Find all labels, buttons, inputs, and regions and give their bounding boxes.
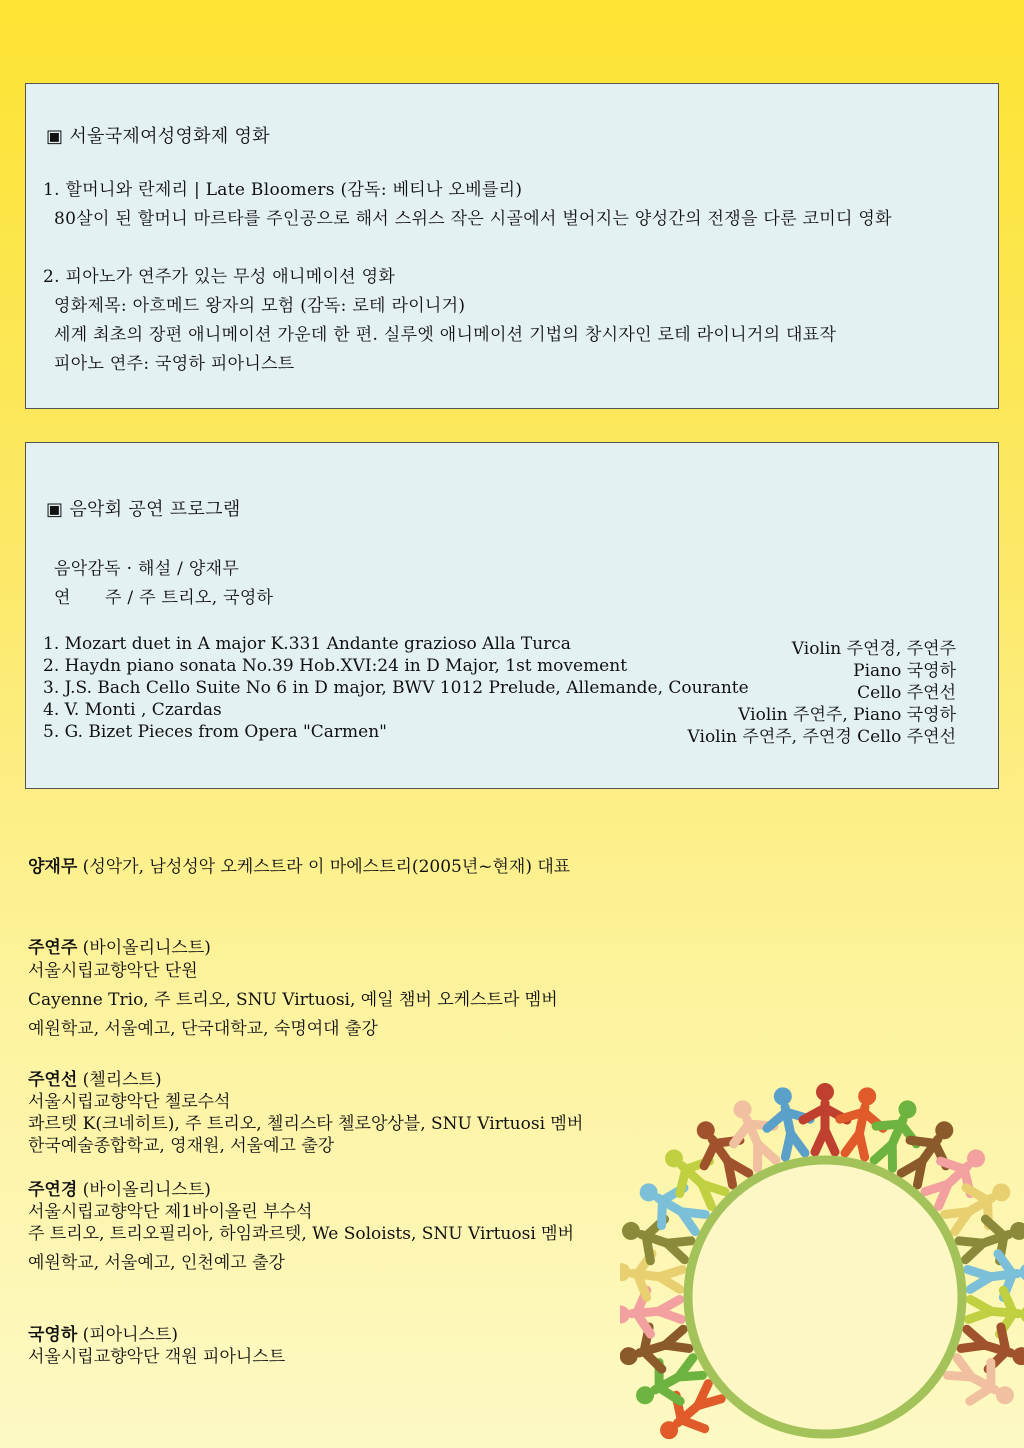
- bio-gukyeongha-name: 국영하: [28, 1325, 78, 1345]
- program-row: [43, 656, 956, 681]
- person-figure: [620, 1288, 682, 1338]
- program-players: Cello 주연선: [857, 683, 956, 703]
- program-piece: 1. Mozart duet in A major K.331 Andante grazioso Alla Turca: [43, 634, 571, 654]
- bio-juyeonseon-line: 서울시립교향악단 첼로수석: [28, 1092, 231, 1112]
- program-players: Violin 주연경, 주연주: [791, 639, 956, 659]
- bio-juyeonju-heading: [28, 933, 211, 958]
- bio-gukyeongha-role: (피아니스트): [77, 1325, 179, 1345]
- person-figure: [966, 1249, 1024, 1301]
- film-item-1-desc: 80살이 된 할머니 마르타를 주인공으로 해서 스위스 작은 시골에서 벌어지는 양성간의 전쟁을 다룬 코미디 영화: [54, 209, 892, 229]
- bio-juyeonju-line: Cayenne Trio, 주 트리오, SNU Virtuosi, 예일 챔버 오케스트라 멤버: [28, 990, 558, 1010]
- person-figure: [942, 1347, 1024, 1419]
- film-section-heading: ▣ 서울국제여성영화제 영화: [46, 126, 270, 147]
- bio-juyeongyeong-line: 주 트리오, 트리오필리아, 하임콰르텟, We Soloists, SNU Virtuosi 멤버: [28, 1224, 575, 1244]
- film-section-box: [25, 83, 999, 409]
- bio-yang-desc: (성악가, 남성성악 오케스트라 이 마에스트리(2005년~현재) 대표: [77, 857, 571, 877]
- program-piece: 4. V. Monti , Czardas: [43, 700, 222, 720]
- bio-juyeongyeong-line: 예원학교, 서울예고, 인천예고 출강: [28, 1253, 285, 1273]
- people-circle-illustration: [620, 1035, 1024, 1448]
- bio-juyeonju-name: 주연주: [28, 938, 78, 958]
- bio-juyeonju-line: 서울시립교향악단 단원: [28, 961, 198, 981]
- bio-juyeongyeong-name: 주연경: [28, 1180, 78, 1200]
- film-item-1-title: 1. 할머니와 란제리 | Late Bloomers (감독: 베티나 오베를리): [43, 180, 523, 200]
- film-item-2-film: 영화제목: 아흐메드 왕자의 모험 (감독: 로테 라이니거): [54, 296, 466, 316]
- program-piece: 2. Haydn piano sonata No.39 Hob.XVI:24 in D Major, 1st movement: [43, 656, 628, 676]
- bio-juyeongyeong-line: 서울시립교향악단 제1바이올린 부수석: [28, 1202, 313, 1222]
- program-row: [43, 634, 956, 659]
- film-item-2-title: 2. 피아노가 연주가 있는 무성 애니메이션 영화: [43, 267, 396, 287]
- bio-gukyeongha-line: 서울시립교향악단 객원 피아니스트: [28, 1347, 286, 1367]
- ring-circle: [688, 1160, 962, 1434]
- bio-juyeonju-role: (바이올리니스트): [77, 938, 211, 958]
- concert-section-heading: ▣ 음악회 공연 프로그램: [46, 499, 241, 520]
- program-piece: 3. J.S. Bach Cello Suite No 6 in D major, BWV 1012 Prelude, Allemande, Courante: [43, 678, 749, 698]
- program-piece: 5. G. Bizet Pieces from Opera "Carmen": [43, 722, 387, 742]
- bio-juyeonseon-name: 주연선: [28, 1070, 78, 1090]
- bio-juyeonseon-line: 콰르텟 K(크네히트), 주 트리오, 첼리스타 첼로앙상블, SNU Virtuosi 멤버: [28, 1114, 584, 1134]
- bio-yang: [28, 852, 570, 877]
- bio-juyeongyeong-role: (바이올리니스트): [77, 1180, 211, 1200]
- program-row: [43, 700, 956, 725]
- bio-juyeonju-line: 예원학교, 서울예고, 단국대학교, 숙명여대 출강: [28, 1019, 378, 1039]
- bio-yang-name: 양재무: [28, 857, 78, 877]
- film-item-2-piano: 피아노 연주: 국영하 피아니스트: [54, 354, 295, 374]
- program-row: [43, 678, 956, 703]
- bio-juyeonseon-line: 한국예술종합학교, 영재원, 서울예고 출강: [28, 1136, 335, 1156]
- program-players: Violin 주연주, Piano 국영하: [738, 705, 956, 725]
- program-row: [43, 722, 956, 747]
- program-players: Violin 주연주, 주연경 Cello 주연선: [687, 727, 956, 747]
- concert-performers: 연 주 / 주 트리오, 국영하: [54, 588, 274, 608]
- program-players: Piano 국영하: [853, 661, 956, 681]
- concert-section-box: [25, 442, 999, 789]
- concert-director: 음악감독 · 해설 / 양재무: [54, 559, 240, 579]
- film-item-2-desc: 세계 최초의 장편 애니메이션 가운데 한 편. 실루엣 애니메이션 기법의 창시자인 로테 라이니거의 대표작: [54, 325, 837, 345]
- bio-juyeonseon-role: (첼리스트): [77, 1070, 162, 1090]
- person-figure: [968, 1288, 1024, 1338]
